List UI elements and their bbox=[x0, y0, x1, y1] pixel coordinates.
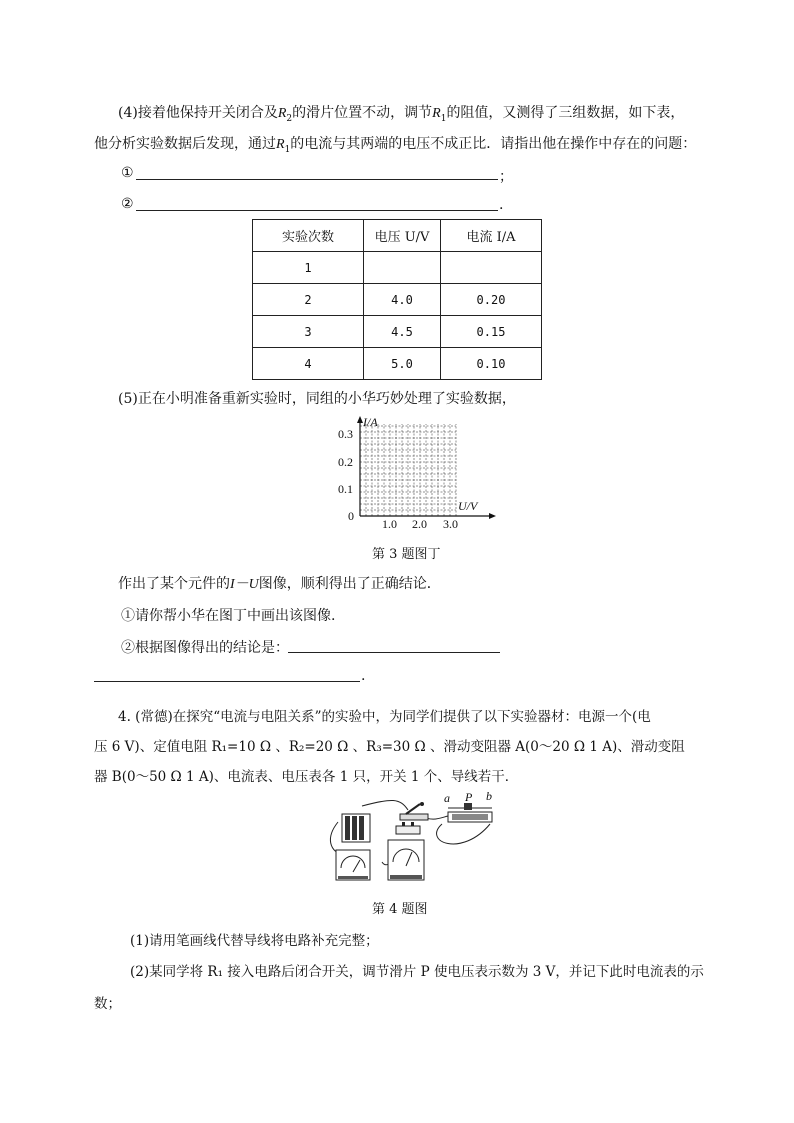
x-tick-label: 2.0 bbox=[412, 517, 427, 531]
table-cell: 5.0 bbox=[364, 348, 441, 380]
answer-blank-2-end: . bbox=[499, 197, 504, 213]
answer-blank-3-end: . bbox=[361, 668, 366, 684]
wire bbox=[437, 824, 490, 844]
y-axis-label: I/A bbox=[363, 415, 378, 429]
table-header: 电压 U/V bbox=[364, 220, 441, 252]
table-header: 实验次数 bbox=[253, 220, 364, 252]
terminal-label-b: b bbox=[486, 792, 492, 803]
q4-sub2-line1: (2)某同学将 R₁ 接入电路后闭合开关，调节滑片 P 使电压表示数为 3 V，并记下此时电流表的示 bbox=[130, 964, 704, 980]
table-cell: 4.5 bbox=[364, 316, 441, 348]
terminal-label-a: a bbox=[444, 792, 450, 805]
q3-sub2: ②根据图像得出的结论是： bbox=[121, 640, 289, 656]
q3-part4-line2: 他分析实验数据后发现，通过$R_1$的电流与其两端的电压不成正比．请指出他在操作中存在的问题： bbox=[94, 136, 697, 155]
table-cell: 2 bbox=[253, 284, 364, 316]
q4-sub2-line2: 数； bbox=[94, 996, 121, 1012]
q3-sub1: ①请你帮小华在图丁中画出该图像. bbox=[121, 608, 336, 624]
battery-icon bbox=[342, 814, 370, 842]
table-row bbox=[253, 252, 542, 284]
q4-sub1: (1)请用笔画线代替导线将电路补充完整； bbox=[130, 933, 379, 949]
q3-part5-line2: 作出了某个元件的I－U图像，顺利得出了正确结论． bbox=[118, 576, 441, 592]
table-cell: 4 bbox=[253, 348, 364, 380]
table-row bbox=[253, 348, 542, 380]
table-cell: 0.15 bbox=[441, 316, 542, 348]
answer-blank-2[interactable] bbox=[136, 210, 498, 211]
wire bbox=[362, 800, 408, 810]
y-tick-label: 0.2 bbox=[338, 455, 353, 469]
iu-graph[interactable] bbox=[330, 414, 500, 532]
rheostat-icon bbox=[448, 803, 492, 822]
q4-line1: 4. (常德)在探究“电流与电阻关系”的实验中，为同学们提供了以下实验器材：电源一个(电 bbox=[118, 709, 651, 725]
table-cell: 3 bbox=[253, 316, 364, 348]
table-header-row bbox=[253, 220, 542, 252]
x-tick-label: 1.0 bbox=[382, 517, 397, 531]
answer-blank-1-mark: ① bbox=[121, 165, 134, 181]
origin-label: 0 bbox=[348, 509, 354, 523]
answer-blank-3-cont[interactable] bbox=[94, 681, 360, 682]
table-row bbox=[253, 284, 542, 316]
circuit-figure-caption: 第 4 题图 bbox=[372, 902, 428, 917]
y-tick-label: 0.1 bbox=[338, 482, 353, 496]
x-axis-label: U/V bbox=[458, 499, 478, 513]
table-cell: 0.10 bbox=[441, 348, 542, 380]
x-tick-label: 3.0 bbox=[443, 517, 458, 531]
x-axis-arrow bbox=[489, 513, 496, 519]
y-tick-label: 0.3 bbox=[338, 427, 353, 441]
graph-caption: 第 3 题图丁 bbox=[372, 547, 441, 562]
table-header: 电流 I/A bbox=[441, 220, 542, 252]
q4-line3: 器 B(0～50 Ω 1 A)、电流表、电压表各 1 只，开关 1 个、导线若干． bbox=[94, 769, 519, 785]
q3-part4-line1: (4)接着他保持开关闭合及$R_2$的滑片位置不动，调节$R_1$的阻值，又测得了三组数据，如下表， bbox=[118, 105, 685, 124]
table-cell: 4.0 bbox=[364, 284, 441, 316]
answer-blank-3[interactable] bbox=[288, 652, 500, 653]
data-table bbox=[252, 219, 542, 380]
table-cell: 0.20 bbox=[441, 284, 542, 316]
switch-icon bbox=[400, 802, 428, 820]
answer-blank-1-end: ； bbox=[499, 169, 513, 185]
table-row bbox=[253, 316, 542, 348]
graph-grid bbox=[360, 424, 456, 516]
meter-icon bbox=[336, 850, 370, 880]
answer-blank-2-mark: ② bbox=[121, 196, 134, 212]
circuit-figure[interactable] bbox=[322, 792, 500, 888]
q4-line2: 压 6 V)、定值电阻 R₁=10 Ω 、R₂=20 Ω 、R₃=30 Ω 、滑动变阻器 A(0～20 Ω 1 A)、滑动变阻 bbox=[94, 739, 685, 755]
answer-blank-1[interactable] bbox=[136, 179, 498, 180]
table-cell: 1 bbox=[253, 252, 364, 284]
meter-icon bbox=[388, 840, 424, 880]
slider-label-p: P bbox=[465, 792, 473, 804]
table-cell bbox=[441, 252, 542, 284]
table-cell bbox=[364, 252, 441, 284]
q3-part5-line1: (5)正在小明准备重新实验时，同组的小华巧妙处理了实验数据， bbox=[118, 391, 516, 407]
resistor-icon bbox=[396, 822, 420, 834]
